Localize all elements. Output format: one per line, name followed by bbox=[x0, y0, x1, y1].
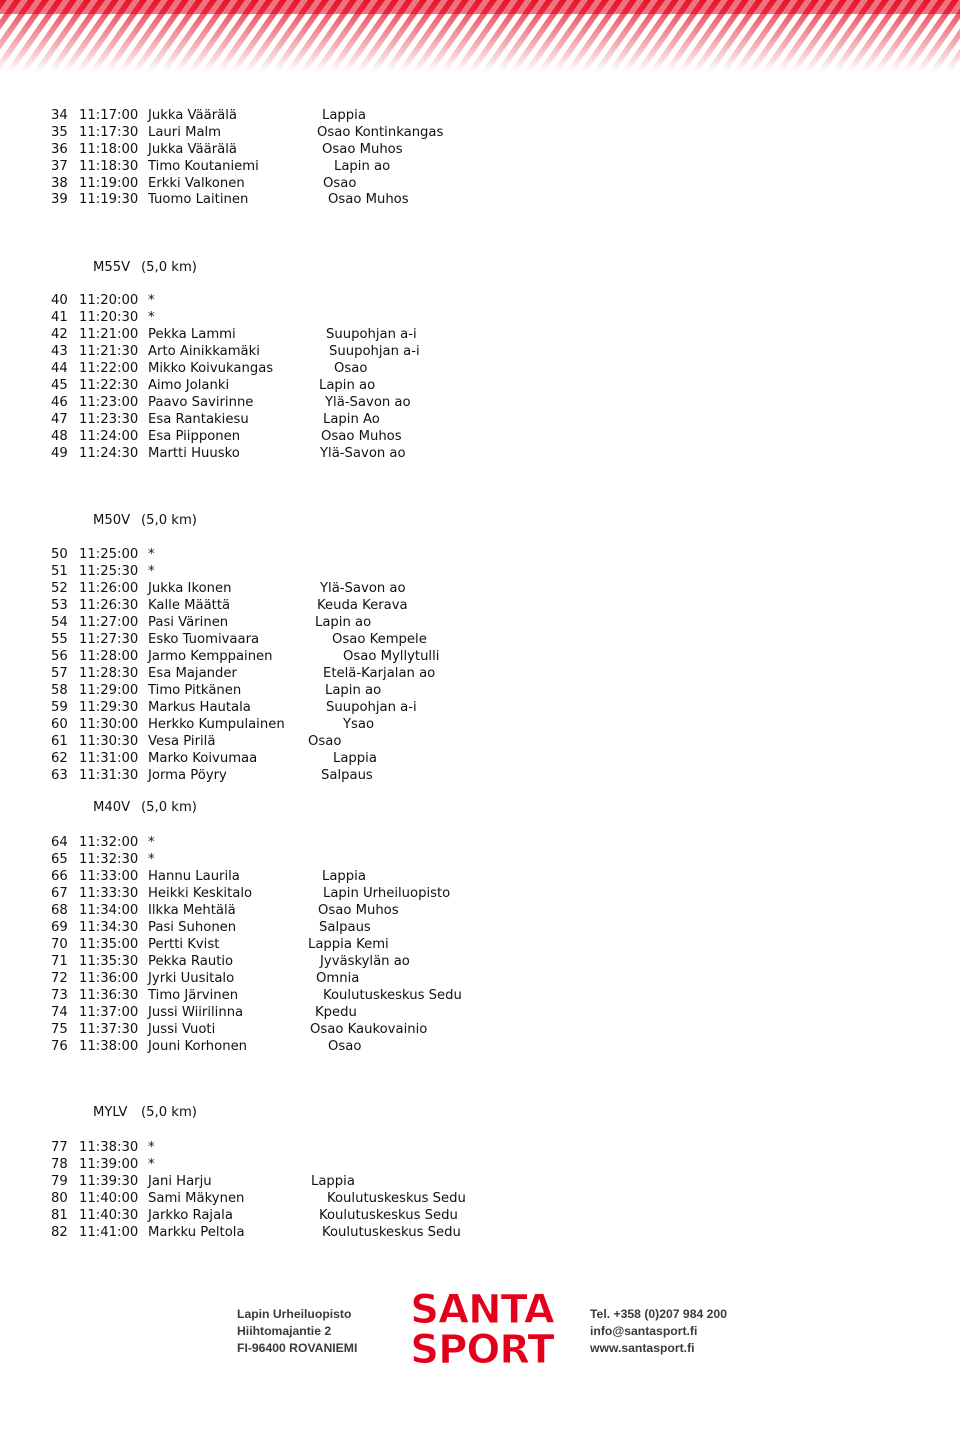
start-number: 64 bbox=[51, 835, 68, 850]
competitor-name: Timo Koutaniemi bbox=[148, 159, 259, 174]
start-time: 11:33:00 bbox=[79, 869, 139, 884]
start-number: 45 bbox=[51, 378, 68, 393]
header-stripe-band bbox=[0, 0, 960, 72]
start-time: 11:40:00 bbox=[79, 1191, 139, 1206]
start-number: 39 bbox=[51, 192, 68, 207]
competitor-name: * bbox=[148, 835, 155, 850]
competitor-name: Vesa Pirilä bbox=[148, 734, 216, 749]
competitor-name: Aimo Jolanki bbox=[148, 378, 230, 393]
class-code: M40V bbox=[93, 800, 131, 815]
club-name: Lappia bbox=[322, 869, 366, 884]
start-number: 80 bbox=[51, 1191, 68, 1206]
start-number: 50 bbox=[51, 547, 68, 562]
start-time: 11:18:30 bbox=[79, 159, 139, 174]
club-name: Suupohjan a-i bbox=[329, 344, 420, 359]
start-number: 79 bbox=[51, 1174, 68, 1189]
start-number: 54 bbox=[51, 615, 68, 630]
logo-text-bottom: SPORT bbox=[410, 1327, 554, 1369]
club-name: Lappia Kemi bbox=[308, 937, 389, 952]
start-number: 78 bbox=[51, 1157, 68, 1172]
start-time: 11:20:30 bbox=[79, 310, 139, 325]
start-number: 43 bbox=[51, 344, 68, 359]
start-number: 51 bbox=[51, 564, 68, 579]
club-name: Omnia bbox=[316, 971, 360, 986]
start-time: 11:38:00 bbox=[79, 1039, 139, 1054]
start-number: 71 bbox=[51, 954, 68, 969]
start-time: 11:41:00 bbox=[79, 1225, 139, 1240]
start-time: 11:40:30 bbox=[79, 1208, 139, 1223]
start-number: 44 bbox=[51, 361, 68, 376]
santa-sport-logo bbox=[402, 1287, 562, 1369]
start-time: 11:37:00 bbox=[79, 1005, 139, 1020]
competitor-name: Timo Järvinen bbox=[148, 988, 239, 1003]
competitor-name: Jani Harju bbox=[148, 1174, 212, 1189]
club-name: Osao Muhos bbox=[321, 429, 402, 444]
competitor-name: Timo Pitkänen bbox=[148, 683, 242, 698]
competitor-name: Esko Tuomivaara bbox=[148, 632, 260, 647]
competitor-name: Hannu Laurila bbox=[148, 869, 240, 884]
club-name: Osao Muhos bbox=[322, 142, 403, 157]
class-distance: (5,0 km) bbox=[141, 800, 197, 815]
start-time: 11:21:30 bbox=[79, 344, 139, 359]
start-time: 11:17:30 bbox=[79, 125, 139, 140]
competitor-name: * bbox=[148, 547, 155, 562]
start-number: 82 bbox=[51, 1225, 68, 1240]
contact-phone: Tel. +358 (0)207 984 200 bbox=[590, 1307, 727, 1321]
club-name: Ylä-Savon ao bbox=[320, 446, 406, 461]
start-time: 11:28:00 bbox=[79, 649, 139, 664]
start-time: 11:25:00 bbox=[79, 547, 139, 562]
competitor-name: Jukka Väärälä bbox=[148, 108, 237, 123]
class-distance: (5,0 km) bbox=[141, 513, 197, 528]
footer-address bbox=[237, 1306, 357, 1357]
competitor-name: Esa Majander bbox=[148, 666, 237, 681]
competitor-name: Pertti Kvist bbox=[148, 937, 220, 952]
start-time: 11:35:30 bbox=[79, 954, 139, 969]
competitor-name: * bbox=[148, 293, 155, 308]
competitor-name: Tuomo Laitinen bbox=[148, 192, 249, 207]
start-number: 57 bbox=[51, 666, 68, 681]
club-name: Osao Myllytulli bbox=[343, 649, 440, 664]
start-number: 67 bbox=[51, 886, 68, 901]
start-number: 56 bbox=[51, 649, 68, 664]
logo-text-top: SANTA bbox=[410, 1287, 554, 1333]
start-time: 11:33:30 bbox=[79, 886, 139, 901]
club-name: Lapin Urheiluopisto bbox=[323, 886, 451, 901]
competitor-name: Sami Mäkynen bbox=[148, 1191, 245, 1206]
start-time: 11:37:30 bbox=[79, 1022, 139, 1037]
start-time: 11:39:00 bbox=[79, 1157, 139, 1172]
club-name: Osao Kempele bbox=[332, 632, 427, 647]
club-name: Ylä-Savon ao bbox=[325, 395, 411, 410]
club-name: Osao bbox=[328, 1039, 362, 1054]
start-time: 11:39:30 bbox=[79, 1174, 139, 1189]
club-name: Salpaus bbox=[319, 920, 371, 935]
competitor-name: Kalle Määttä bbox=[148, 598, 231, 613]
start-number: 52 bbox=[51, 581, 68, 596]
club-name: Lapin Ao bbox=[323, 412, 380, 427]
start-number: 69 bbox=[51, 920, 68, 935]
competitor-name: Erkki Valkonen bbox=[148, 176, 245, 191]
start-time: 11:27:00 bbox=[79, 615, 139, 630]
start-time: 11:26:00 bbox=[79, 581, 139, 596]
start-number: 65 bbox=[51, 852, 68, 867]
address-street: Hiihtomajantie 2 bbox=[237, 1324, 332, 1338]
start-number: 73 bbox=[51, 988, 68, 1003]
start-time: 11:25:30 bbox=[79, 564, 139, 579]
start-time: 11:21:00 bbox=[79, 327, 139, 342]
start-time: 11:36:00 bbox=[79, 971, 139, 986]
start-number: 40 bbox=[51, 293, 68, 308]
start-time: 11:19:00 bbox=[79, 176, 139, 191]
competitor-name: Esa Piipponen bbox=[148, 429, 241, 444]
competitor-name: * bbox=[148, 852, 155, 867]
competitor-name: Heikki Keskitalo bbox=[148, 886, 253, 901]
start-time: 11:24:00 bbox=[79, 429, 139, 444]
club-name: Koulutuskeskus Sedu bbox=[323, 988, 462, 1003]
start-number: 62 bbox=[51, 751, 68, 766]
competitor-name: * bbox=[148, 1157, 155, 1172]
competitor-name: Jussi Vuoti bbox=[148, 1022, 216, 1037]
start-number: 53 bbox=[51, 598, 68, 613]
start-time: 11:30:00 bbox=[79, 717, 139, 732]
club-name: Koulutuskeskus Sedu bbox=[322, 1225, 461, 1240]
class-distance: (5,0 km) bbox=[141, 260, 197, 275]
club-name: Lapin ao bbox=[315, 615, 372, 630]
start-time: 11:23:00 bbox=[79, 395, 139, 410]
start-time: 11:22:00 bbox=[79, 361, 139, 376]
competitor-name: Paavo Savirinne bbox=[148, 395, 254, 410]
competitor-name: Jukka Ikonen bbox=[148, 581, 232, 596]
competitor-name: * bbox=[148, 1140, 155, 1155]
start-number: 34 bbox=[51, 108, 68, 123]
start-number: 58 bbox=[51, 683, 68, 698]
competitor-name: Esa Rantakiesu bbox=[148, 412, 249, 427]
start-number: 76 bbox=[51, 1039, 68, 1054]
club-name: Suupohjan a-i bbox=[326, 327, 417, 342]
start-time: 11:31:30 bbox=[79, 768, 139, 783]
club-name: Lapin ao bbox=[319, 378, 376, 393]
start-time: 11:32:00 bbox=[79, 835, 139, 850]
start-time: 11:26:30 bbox=[79, 598, 139, 613]
start-time: 11:34:00 bbox=[79, 903, 139, 918]
footer-contact bbox=[590, 1306, 727, 1357]
start-time: 11:17:00 bbox=[79, 108, 139, 123]
competitor-name: Herkko Kumpulainen bbox=[148, 717, 285, 732]
competitor-name: * bbox=[148, 564, 155, 579]
club-name: Osao bbox=[334, 361, 368, 376]
competitor-name: Pekka Lammi bbox=[148, 327, 236, 342]
club-name: Keuda Kerava bbox=[317, 598, 408, 613]
start-number: 48 bbox=[51, 429, 68, 444]
club-name: Lapin ao bbox=[334, 159, 391, 174]
start-number: 35 bbox=[51, 125, 68, 140]
competitor-name: Jorma Pöyry bbox=[148, 768, 227, 783]
club-name: Osao Kaukovainio bbox=[310, 1022, 428, 1037]
competitor-name: Lauri Malm bbox=[148, 125, 222, 140]
club-name: Suupohjan a-i bbox=[326, 700, 417, 715]
start-number: 68 bbox=[51, 903, 68, 918]
start-number: 59 bbox=[51, 700, 68, 715]
start-number: 70 bbox=[51, 937, 68, 952]
start-time: 11:22:30 bbox=[79, 378, 139, 393]
start-time: 11:20:00 bbox=[79, 293, 139, 308]
competitor-name: Martti Huusko bbox=[148, 446, 240, 461]
start-time: 11:24:30 bbox=[79, 446, 139, 461]
start-number: 72 bbox=[51, 971, 68, 986]
class-code: M55V bbox=[93, 260, 131, 275]
club-name: Lappia bbox=[311, 1174, 355, 1189]
competitor-name: Mikko Koivukangas bbox=[148, 361, 274, 376]
start-number: 36 bbox=[51, 142, 68, 157]
start-time: 11:28:30 bbox=[79, 666, 139, 681]
contact-email[interactable]: info@santasport.fi bbox=[590, 1324, 698, 1338]
start-number: 37 bbox=[51, 159, 68, 174]
start-number: 46 bbox=[51, 395, 68, 410]
start-time: 11:29:30 bbox=[79, 700, 139, 715]
competitor-name: Jarmo Kemppainen bbox=[148, 649, 273, 664]
competitor-name: Pekka Rautio bbox=[148, 954, 234, 969]
start-number: 74 bbox=[51, 1005, 68, 1020]
start-number: 49 bbox=[51, 446, 68, 461]
competitor-name: Markus Hautala bbox=[148, 700, 251, 715]
competitor-name: Ilkka Mehtälä bbox=[148, 903, 236, 918]
club-name: Etelä-Karjalan ao bbox=[323, 666, 436, 681]
class-code: MYLV bbox=[93, 1105, 128, 1120]
start-number: 61 bbox=[51, 734, 68, 749]
club-name: Koulutuskeskus Sedu bbox=[319, 1208, 458, 1223]
club-name: Ylä-Savon ao bbox=[320, 581, 406, 596]
club-name: Jyväskylän ao bbox=[320, 954, 410, 969]
competitor-name: Pasi Värinen bbox=[148, 615, 229, 630]
club-name: Lappia bbox=[333, 751, 377, 766]
start-number: 55 bbox=[51, 632, 68, 647]
start-number: 77 bbox=[51, 1140, 68, 1155]
club-name: Osao bbox=[323, 176, 357, 191]
start-time: 11:30:30 bbox=[79, 734, 139, 749]
start-time: 11:29:00 bbox=[79, 683, 139, 698]
start-time: 11:19:30 bbox=[79, 192, 139, 207]
start-number: 75 bbox=[51, 1022, 68, 1037]
contact-website[interactable]: www.santasport.fi bbox=[590, 1341, 695, 1355]
start-time: 11:32:30 bbox=[79, 852, 139, 867]
start-time: 11:38:30 bbox=[79, 1140, 139, 1155]
competitor-name: Marko Koivumaa bbox=[148, 751, 258, 766]
start-time: 11:36:30 bbox=[79, 988, 139, 1003]
club-name: Osao bbox=[308, 734, 342, 749]
competitor-name: Jarkko Rajala bbox=[148, 1208, 233, 1223]
class-distance: (5,0 km) bbox=[141, 1105, 197, 1120]
start-time: 11:23:30 bbox=[79, 412, 139, 427]
address-postal: FI-96400 ROVANIEMI bbox=[237, 1341, 358, 1355]
start-number: 38 bbox=[51, 176, 68, 191]
address-organization: Lapin Urheiluopisto bbox=[237, 1307, 352, 1321]
club-name: Ysao bbox=[343, 717, 375, 732]
start-number: 47 bbox=[51, 412, 68, 427]
start-number: 41 bbox=[51, 310, 68, 325]
club-name: Osao Kontinkangas bbox=[317, 125, 444, 140]
competitor-name: Jyrki Uusitalo bbox=[148, 971, 235, 986]
competitor-name: * bbox=[148, 310, 155, 325]
competitor-name: Jussi Wiirilinna bbox=[148, 1005, 244, 1020]
start-time: 11:18:00 bbox=[79, 142, 139, 157]
club-name: Osao Muhos bbox=[318, 903, 399, 918]
club-name: Salpaus bbox=[321, 768, 373, 783]
club-name: Koulutuskeskus Sedu bbox=[327, 1191, 466, 1206]
start-time: 11:27:30 bbox=[79, 632, 139, 647]
competitor-name: Jouni Korhonen bbox=[148, 1039, 248, 1054]
class-code: M50V bbox=[93, 513, 131, 528]
club-name: Lappia bbox=[322, 108, 366, 123]
start-number: 60 bbox=[51, 717, 68, 732]
start-number: 42 bbox=[51, 327, 68, 342]
start-time: 11:35:00 bbox=[79, 937, 139, 952]
start-number: 66 bbox=[51, 869, 68, 884]
club-name: Lapin ao bbox=[325, 683, 382, 698]
competitor-name: Markku Peltola bbox=[148, 1225, 245, 1240]
start-time: 11:31:00 bbox=[79, 751, 139, 766]
competitor-name: Arto Ainikkamäki bbox=[148, 344, 260, 359]
club-name: Kpedu bbox=[315, 1005, 357, 1020]
competitor-name: Pasi Suhonen bbox=[148, 920, 237, 935]
competitor-name: Jukka Väärälä bbox=[148, 142, 237, 157]
start-number: 63 bbox=[51, 768, 68, 783]
start-time: 11:34:30 bbox=[79, 920, 139, 935]
club-name: Osao Muhos bbox=[328, 192, 409, 207]
start-number: 81 bbox=[51, 1208, 68, 1223]
